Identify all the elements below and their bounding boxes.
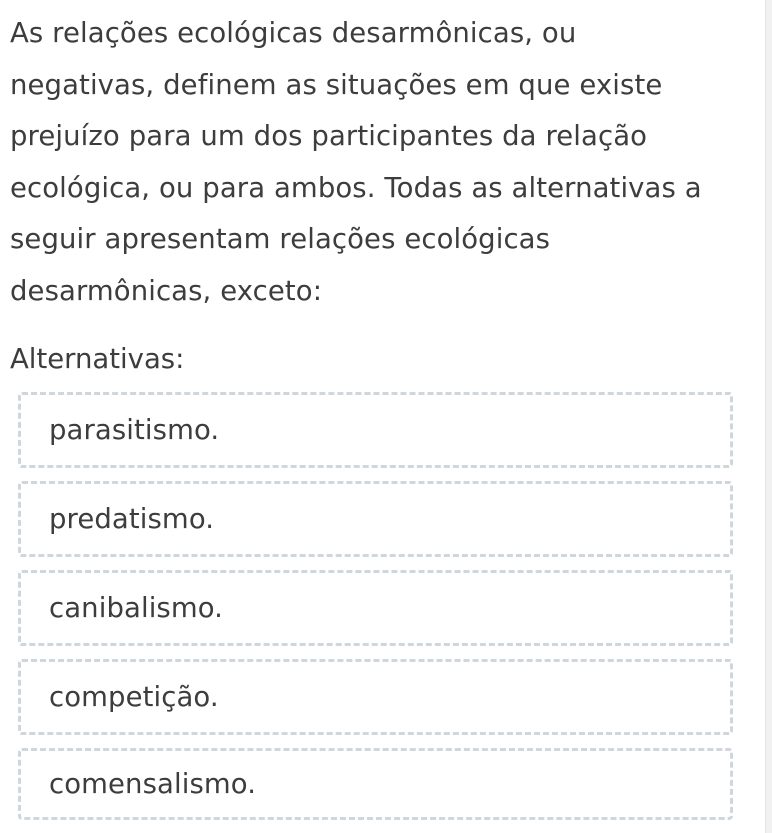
alternative-option-competicao[interactable] — [18, 659, 733, 735]
question-text: As relações ecológicas desarmônicas, ou negativas, definem as situações em que existe prejuízo para um dos participantes da relação ecológica, ou para ambos. Todas as alternativas a seguir apresentam relações ecológicas desarmônicas, exceto: — [10, 17, 702, 307]
alternative-option-label: parasitismo. — [49, 414, 220, 446]
alternatives-label: Alternativas: — [10, 343, 185, 375]
alternative-option-label: competição. — [49, 681, 219, 713]
alternative-option-label: predatismo. — [49, 503, 215, 535]
alternative-option-canibalismo[interactable] — [18, 570, 733, 646]
alternative-option-label: canibalismo. — [49, 592, 224, 624]
alternative-option-comensalismo[interactable] — [18, 748, 733, 820]
alternatives-list — [18, 392, 733, 820]
alternative-option-predatismo[interactable] — [18, 481, 733, 557]
alternative-option-label: comensalismo. — [49, 768, 257, 800]
alternative-option-parasitismo[interactable] — [18, 392, 733, 468]
scrollbar-track[interactable] — [765, 0, 772, 833]
